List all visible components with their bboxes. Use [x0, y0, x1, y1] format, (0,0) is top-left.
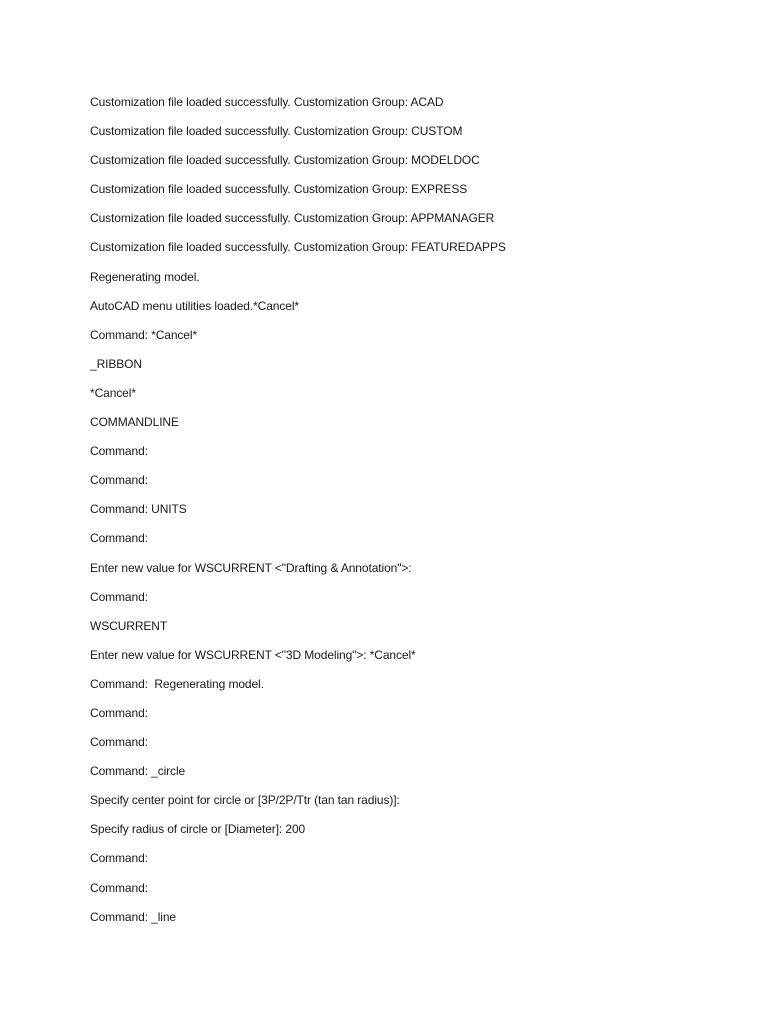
log-line: Regenerating model. — [90, 269, 200, 284]
log-line: Customization file loaded successfully. Customization Group: CUSTOM — [90, 124, 463, 139]
log-line: Command: — [90, 735, 148, 750]
log-line: WSCURRENT — [90, 618, 168, 633]
log-line: AutoCAD menu utilities loaded.*Cancel* — [90, 298, 299, 313]
log-line: Customization file loaded successfully. Customization Group: ACAD — [90, 95, 444, 109]
log-line: Specify radius of circle or [Diameter]: 200 — [90, 822, 306, 837]
log-line: Command: _circle — [90, 764, 186, 779]
log-line: Customization file loaded successfully. Customization Group: EXPRESS — [90, 182, 468, 197]
log-line: Command: Regenerating model. — [90, 676, 264, 691]
log-line: *Cancel* — [90, 385, 136, 400]
log-line: Customization file loaded successfully. Customization Group: APPMANAGER — [90, 211, 495, 226]
log-line: Command: *Cancel* — [90, 327, 198, 342]
log-line: Command: — [90, 531, 148, 546]
log-line: Enter new value for WSCURRENT <"Drafting & Annotation">: — [90, 560, 412, 575]
log-line: Customization file loaded successfully. Customization Group: FEATUREDAPPS — [90, 240, 506, 255]
log-line: Command: _line — [90, 909, 176, 924]
log-line: Command: — [90, 444, 148, 459]
log-line: Customization file loaded successfully. Customization Group: MODELDOC — [90, 153, 480, 168]
log-line: Command: — [90, 473, 148, 488]
log-line: Enter new value for WSCURRENT <"3D Modeling">: *Cancel* — [90, 647, 416, 662]
log-line: _RIBBON — [90, 356, 142, 371]
log-line: Command: — [90, 589, 148, 604]
log-line: Command: — [90, 880, 148, 895]
command-log — [90, 88, 730, 932]
log-line: Command: UNITS — [90, 502, 187, 517]
log-line: Command: — [90, 705, 148, 720]
log-line: COMMANDLINE — [90, 415, 179, 430]
log-line: Command: — [90, 851, 148, 866]
log-line: Specify center point for circle or [3P/2P/Ttr (tan tan radius)]: — [90, 793, 400, 808]
